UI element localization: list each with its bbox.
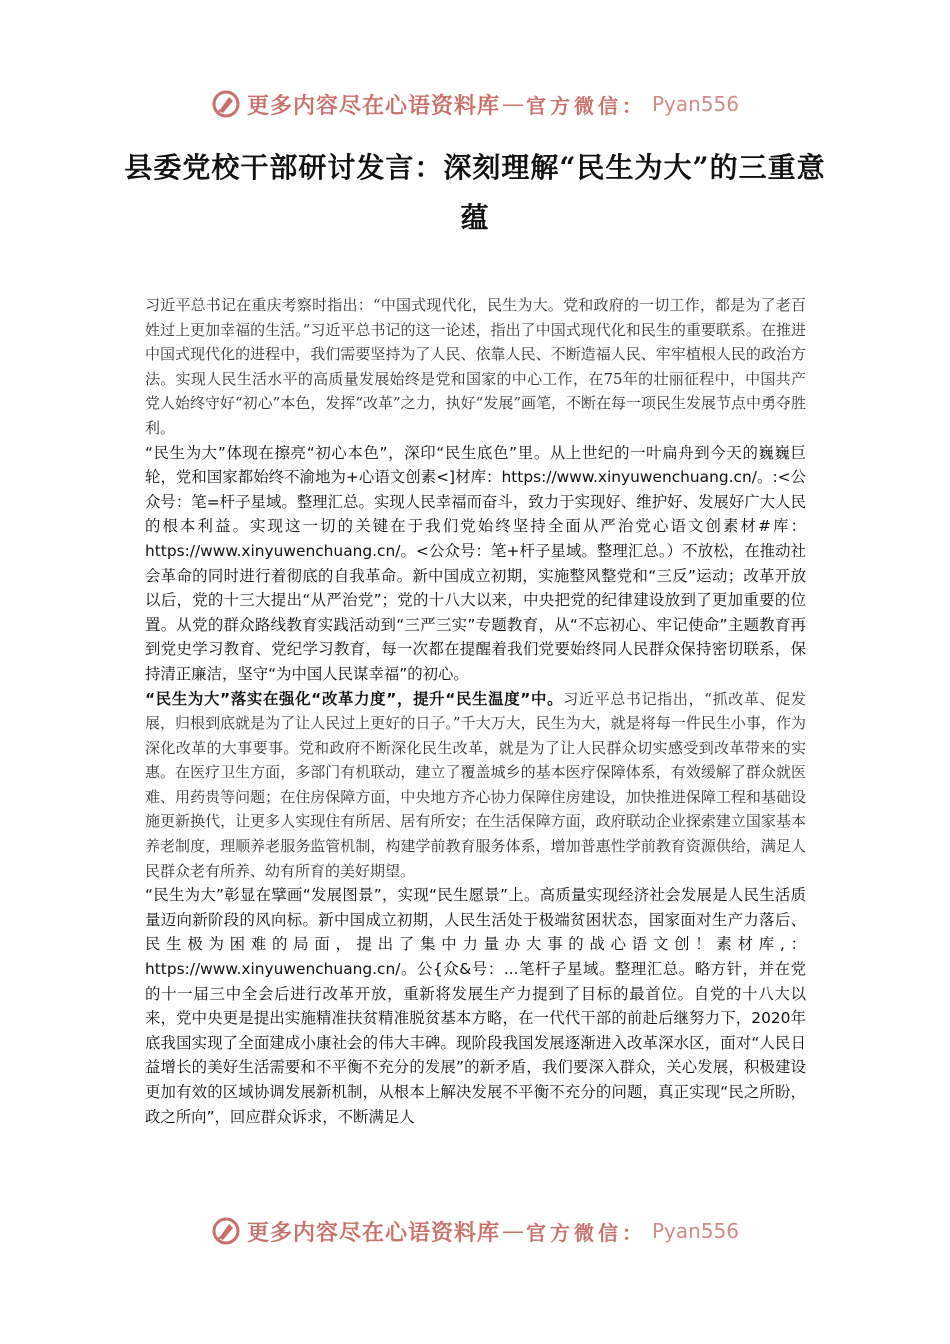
footer-watermark (0, 1211, 950, 1251)
wechat-handle: Pyan556 (652, 92, 740, 116)
wechat-label: 官方微信： (526, 93, 646, 118)
brand-text: 更多内容尽在心语资料库 (246, 1219, 500, 1246)
brand-logo-icon (211, 1216, 241, 1246)
brand-dash: — (502, 1218, 524, 1244)
document-title: 县委党校干部研讨发言：深刻理解“民生为大”的三重意蕴 (124, 151, 826, 234)
wechat-handle: Pyan556 (652, 1219, 740, 1243)
paragraph-reform-lead: “民生为大”落实在强化“改革力度”，提升“民生温度”中。 (145, 689, 564, 708)
paragraph-reform (145, 687, 806, 884)
document-body (145, 293, 806, 1129)
header-watermark (0, 84, 950, 124)
brand-dash: — (502, 91, 524, 117)
paragraph-initial-heart: “民生为大”体现在擦亮“初心本色”，深印“民生底色”里。从上世纪的一叶扁舟到今天的巍巍巨轮，党和国家都始终不渝地为+心语文创素<]材库：https://www.xinyuwenchuang.cn/。:<公众号：笔=杆子星域。整理汇总。实现人民幸福而奋斗，致力于实现好、维护好、发展好广大人民的根本利益。实现这一切的关键在于我们党始终坚持全面从严治党心语文创素材#库：https://www.xinyuwenchuang.cn/。<公众号：笔+杆子星域。整理汇总。）不放松，在推动社会革命的同时进行着彻底的自我革命。新中国成立初期，实施整风整党和“三反”运动；改革开放以后，党的十三大提出“从严治党”；党的十八大以来，中央把党的纪律建设放到了更加重要的位置。从党的群众路线教育实践活动到“三严三实”专题教育，从“不忘初心、牢记使命”主题教育再到党史学习教育、党纪学习教育，每一次都在提醒着我们党要始终同人民群众保持密切联系，保持清正廉洁，坚守“为中国人民谋幸福”的初心。 (145, 443, 806, 683)
paragraph-intro: 习近平总书记在重庆考察时指出：“中国式现代化，民生为大。党和政府的一切工作，都是为了老百姓过上更加幸福的生活。”习近平总书记的这一论述，指出了中国式现代化和民生的重要联系。在推进中国式现代化的进程中，我们需要坚持为了人民、依靠人民、不断造福人民、牢牢植根人民的政治方法。实现人民生活水平的高质量发展始终是党和国家的中心工作，在75年的壮丽征程中，中国共产党人始终守好“初心”本色，发挥“改革”之力，执好“发展”画笔，不断在每一项民生发展节点中勇夺胜利。 (145, 296, 807, 437)
paragraph-reform-body: 习近平总书记指出，“抓改革、促发展，归根到底就是为了让人民过上更好的日子。”千大万大，民生为大，就是将每一件民生小事，作为深化改革的大事要事。党和政府不断深化民生改革，就是为了让人民群众切实感受到改革带来的实惠。在医疗卫生方面，多部门有机联动，建立了覆盖城乡的基本医疗保障体系，有效缓解了群众就医难、用药贵等问题；在住房保障方面，中央地方齐心协力保障住房建设，加快推进保障工程和基础设施更新换代，让更多人实现住有所居、居有所安；在生活保障方面，政府联动企业探索建立国家基本养老制度，理顺养老服务监管机制，构建学前教育服务体系，增加普惠性学前教育资源供给，满足人民群众老有所养、幼有所育的美好期望。 (145, 689, 807, 880)
wechat-label: 官方微信： (526, 1220, 646, 1245)
brand-logo-icon (211, 89, 241, 119)
paragraph-development: “民生为大”彰显在擘画“发展图景”，实现“民生愿景”上。高质量实现经济社会发展是人民生活质量迈向新阶段的风向标。新中国成立初期，人民生活处于极端贫困状态，国家面对生产力落后、民生极为困难的局面，提出了集中力量办大事的战心语文创！素材库,：https://www.xinyuwenchuang.cn/。公{众&号：...笔杆子星域。整理汇总。略方针，并在党的十一届三中全会后进行改革开放，重新将发展生产力提到了目标的最首位。自党的十八大以来，党中央更是提出实施精准扶贫精准脱贫基本方略，在一代代干部的前赴后继努力下，2020年底我国实现了全面建成小康社会的伟大丰碑。现阶段我国发展逐渐进入改革深水区，面对“人民日益增长的美好生活需要和不平衡不充分的发展”的新矛盾，我们要深入群众，关心发展，积极建设更加有效的区域协调发展新机制，从根本上解决发展不平衡不充分的问题，真正实现“民之所盼，政之所向”，回应群众诉求，不断满足人 (145, 886, 806, 1126)
brand-text: 更多内容尽在心语资料库 (246, 92, 500, 119)
